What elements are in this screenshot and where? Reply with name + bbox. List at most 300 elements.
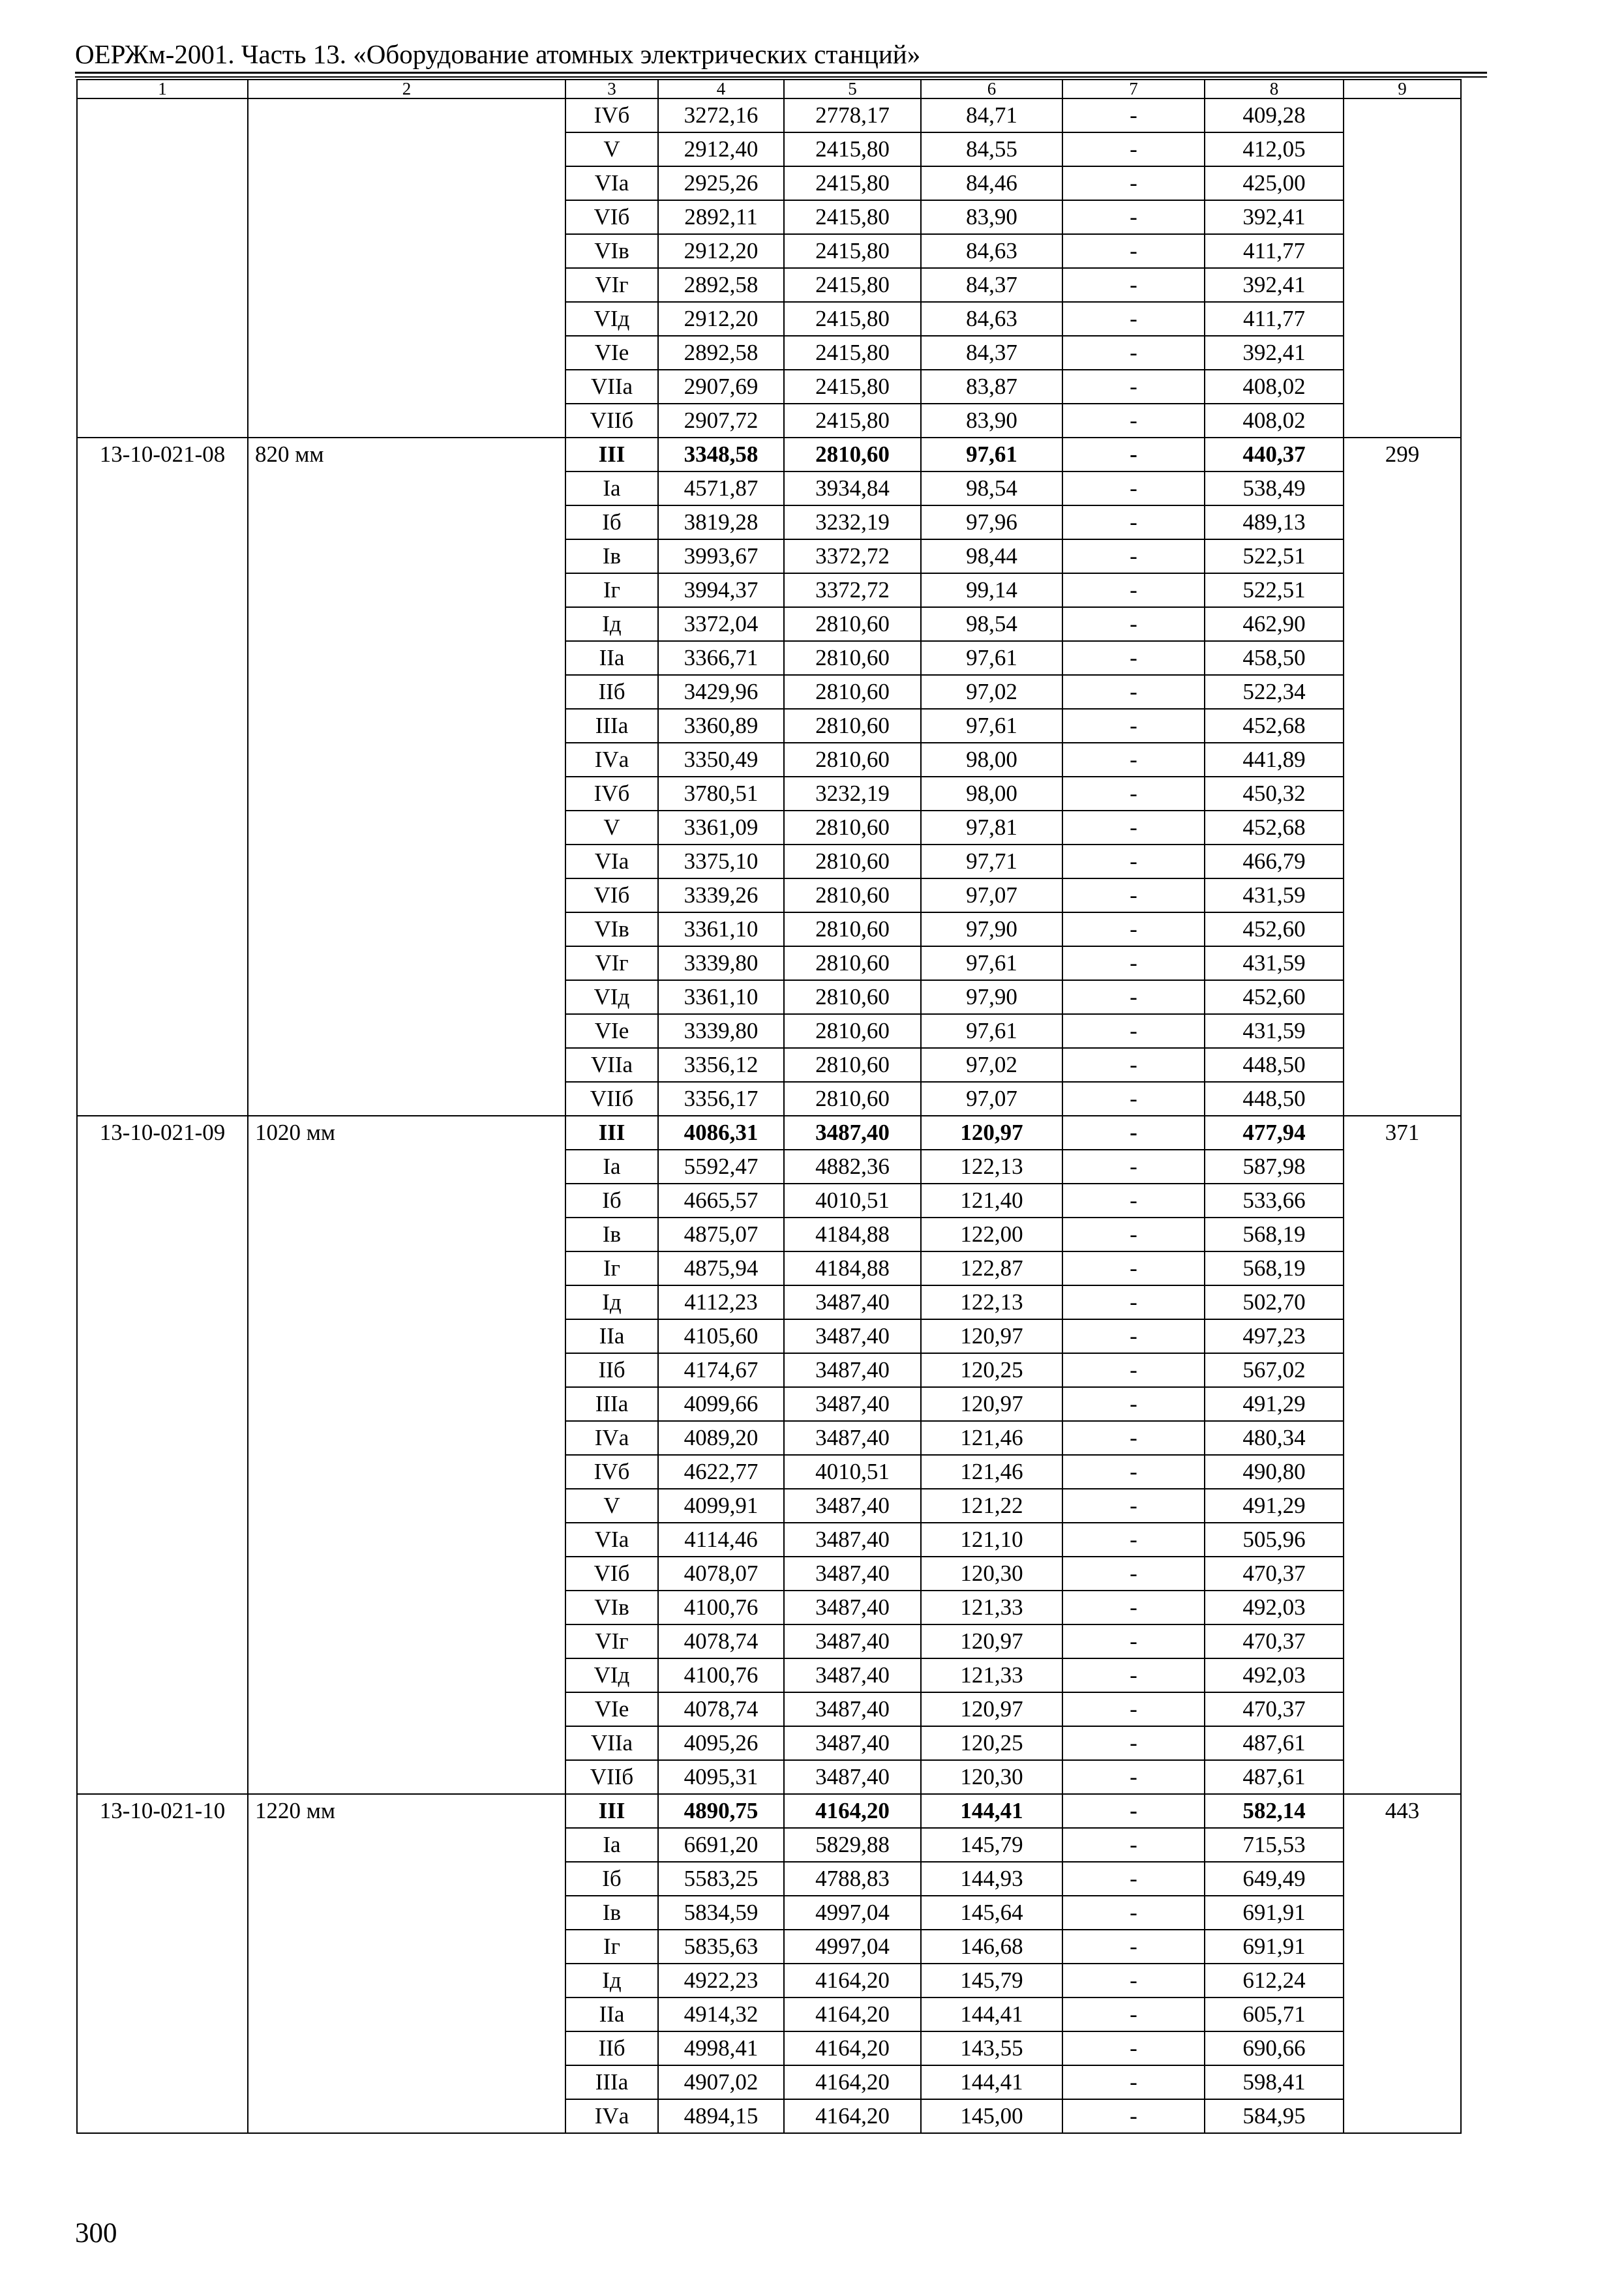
value-cell: -	[1062, 675, 1205, 709]
value-cell: 3375,10	[658, 845, 784, 878]
value-cell: 448,50	[1205, 1048, 1344, 1082]
rates-table	[76, 79, 1462, 2134]
value-cell: 5592,47	[658, 1150, 784, 1184]
value-cell: 582,14	[1205, 1794, 1344, 1828]
page-number: 300	[75, 2218, 117, 2249]
table-row	[77, 675, 1461, 709]
value-cell: 2912,20	[658, 302, 784, 336]
value-cell: 4164,20	[784, 2099, 921, 2133]
value-cell: 497,23	[1205, 1319, 1344, 1353]
rate-code-cell	[77, 132, 248, 166]
diameter-cell	[248, 980, 565, 1014]
value-cell: 4184,88	[784, 1218, 921, 1251]
category-cell: VIе	[565, 336, 658, 370]
value-cell: -	[1062, 1014, 1205, 1048]
rate-code-cell	[77, 811, 248, 845]
rate-code-cell: 13-10-021-08	[77, 438, 248, 471]
table-row	[77, 336, 1461, 370]
value-cell: 2810,60	[784, 743, 921, 777]
value-cell: 567,02	[1205, 1353, 1344, 1387]
category-cell: VIг	[565, 268, 658, 302]
value-cell: 121,46	[921, 1455, 1062, 1489]
value-cell: -	[1062, 1896, 1205, 1930]
category-cell: IVа	[565, 743, 658, 777]
value-cell: 690,66	[1205, 2031, 1344, 2065]
table-row	[77, 1930, 1461, 1964]
value-cell: 2810,60	[784, 607, 921, 641]
value-cell: 120,25	[921, 1353, 1062, 1387]
table-row	[77, 505, 1461, 539]
diameter-cell	[248, 234, 565, 268]
rate-code-cell	[77, 2065, 248, 2099]
value-cell: 4010,51	[784, 1184, 921, 1218]
value-cell: 145,00	[921, 2099, 1062, 2133]
value-cell: -	[1062, 268, 1205, 302]
rate-code-cell	[77, 1828, 248, 1862]
table-row	[77, 1896, 1461, 1930]
category-cell: IIб	[565, 2031, 658, 2065]
value-cell: 3356,12	[658, 1048, 784, 1082]
value-cell: 2907,72	[658, 404, 784, 438]
table-row	[77, 845, 1461, 878]
value-cell: 3372,72	[784, 539, 921, 573]
table-row	[77, 1218, 1461, 1251]
diameter-cell	[248, 404, 565, 438]
diameter-cell	[248, 1624, 565, 1658]
weight-cell	[1344, 811, 1461, 845]
weight-cell	[1344, 1896, 1461, 1930]
category-cell: IIа	[565, 1997, 658, 2031]
category-cell: IVб	[565, 1455, 658, 1489]
value-cell: -	[1062, 370, 1205, 404]
value-cell: 4997,04	[784, 1896, 921, 1930]
value-cell: -	[1062, 2099, 1205, 2133]
value-cell: 4086,31	[658, 1116, 784, 1150]
value-cell: -	[1062, 1930, 1205, 1964]
value-cell: 2810,60	[784, 641, 921, 675]
value-cell: -	[1062, 1794, 1205, 1828]
table-row	[77, 1387, 1461, 1421]
category-cell: Iв	[565, 1218, 658, 1251]
rate-code-cell	[77, 404, 248, 438]
category-cell: VIд	[565, 1658, 658, 1692]
table-row	[77, 2099, 1461, 2133]
value-cell: 5834,59	[658, 1896, 784, 1930]
weight-cell	[1344, 1150, 1461, 1184]
value-cell: 492,03	[1205, 1591, 1344, 1624]
value-cell: 4100,76	[658, 1591, 784, 1624]
diameter-cell	[248, 1692, 565, 1726]
value-cell: 3339,80	[658, 1014, 784, 1048]
category-cell: VIIа	[565, 1726, 658, 1760]
category-cell: IIа	[565, 641, 658, 675]
value-cell: 649,49	[1205, 1862, 1344, 1896]
value-cell: 3487,40	[784, 1387, 921, 1421]
weight-cell	[1344, 268, 1461, 302]
rate-code-cell	[77, 1658, 248, 1692]
category-cell: VIа	[565, 166, 658, 200]
value-cell: -	[1062, 1116, 1205, 1150]
value-cell: 143,55	[921, 2031, 1062, 2065]
value-cell: 3487,40	[784, 1692, 921, 1726]
value-cell: -	[1062, 607, 1205, 641]
category-cell: VIIб	[565, 404, 658, 438]
value-cell: -	[1062, 1658, 1205, 1692]
value-cell: 411,77	[1205, 234, 1344, 268]
category-cell: VIа	[565, 1523, 658, 1557]
rate-code-cell	[77, 1014, 248, 1048]
table-row	[77, 2065, 1461, 2099]
category-cell: VIг	[565, 946, 658, 980]
category-cell: IVб	[565, 777, 658, 811]
value-cell: 84,63	[921, 234, 1062, 268]
value-cell: 2810,60	[784, 1048, 921, 1082]
table-row	[77, 1353, 1461, 1387]
weight-cell	[1344, 1421, 1461, 1455]
value-cell: -	[1062, 2065, 1205, 2099]
rate-code-cell	[77, 607, 248, 641]
table-row-group-start	[77, 438, 1461, 471]
table-row	[77, 1285, 1461, 1319]
category-cell: VIIа	[565, 370, 658, 404]
weight-cell	[1344, 607, 1461, 641]
diameter-cell	[248, 1862, 565, 1896]
value-cell: 4078,07	[658, 1557, 784, 1591]
rate-code-cell	[77, 1387, 248, 1421]
weight-cell	[1344, 878, 1461, 912]
table-row	[77, 1319, 1461, 1353]
value-cell: 409,28	[1205, 98, 1344, 132]
table-row	[77, 370, 1461, 404]
weight-cell	[1344, 1862, 1461, 1896]
table-row	[77, 573, 1461, 607]
diameter-cell	[248, 1930, 565, 1964]
value-cell: 97,81	[921, 811, 1062, 845]
value-cell: 2810,60	[784, 912, 921, 946]
value-cell: -	[1062, 980, 1205, 1014]
weight-cell	[1344, 1726, 1461, 1760]
value-cell: -	[1062, 234, 1205, 268]
table-row	[77, 777, 1461, 811]
value-cell: 3232,19	[784, 505, 921, 539]
rate-code-cell	[77, 777, 248, 811]
value-cell: -	[1062, 505, 1205, 539]
diameter-cell	[248, 1421, 565, 1455]
value-cell: -	[1062, 1862, 1205, 1896]
table-row	[77, 98, 1461, 132]
value-cell: 568,19	[1205, 1218, 1344, 1251]
table-body	[77, 80, 1461, 2133]
value-cell: 3429,96	[658, 675, 784, 709]
value-cell: 120,97	[921, 1624, 1062, 1658]
weight-cell	[1344, 1557, 1461, 1591]
value-cell: 2892,11	[658, 200, 784, 234]
weight-cell	[1344, 132, 1461, 166]
table-row	[77, 268, 1461, 302]
column-number-header: 9	[1344, 80, 1461, 98]
value-cell: 84,46	[921, 166, 1062, 200]
category-cell: VIв	[565, 1591, 658, 1624]
weight-cell	[1344, 2065, 1461, 2099]
weight-cell	[1344, 1591, 1461, 1624]
category-cell: VIв	[565, 912, 658, 946]
value-cell: 98,00	[921, 743, 1062, 777]
value-cell: 84,63	[921, 302, 1062, 336]
value-cell: -	[1062, 1251, 1205, 1285]
rate-code-cell	[77, 573, 248, 607]
value-cell: 502,70	[1205, 1285, 1344, 1319]
category-cell: VIд	[565, 302, 658, 336]
value-cell: 2415,80	[784, 404, 921, 438]
value-cell: 122,00	[921, 1218, 1062, 1251]
value-cell: 144,93	[921, 1862, 1062, 1896]
diameter-cell	[248, 1591, 565, 1624]
rate-code-cell	[77, 946, 248, 980]
rate-code-cell	[77, 1489, 248, 1523]
value-cell: 120,25	[921, 1726, 1062, 1760]
value-cell: 146,68	[921, 1930, 1062, 1964]
rate-code-cell	[77, 471, 248, 505]
table-row	[77, 1523, 1461, 1557]
table-row	[77, 1251, 1461, 1285]
value-cell: 584,95	[1205, 2099, 1344, 2133]
value-cell: 492,03	[1205, 1658, 1344, 1692]
value-cell: 491,29	[1205, 1489, 1344, 1523]
value-cell: 470,37	[1205, 1692, 1344, 1726]
value-cell: 5835,63	[658, 1930, 784, 1964]
value-cell: 2810,60	[784, 709, 921, 743]
value-cell: 97,61	[921, 1014, 1062, 1048]
diameter-cell	[248, 539, 565, 573]
diameter-cell	[248, 912, 565, 946]
weight-cell	[1344, 1489, 1461, 1523]
value-cell: 4164,20	[784, 1964, 921, 1997]
value-cell: 2912,40	[658, 132, 784, 166]
table-row	[77, 1421, 1461, 1455]
diameter-cell	[248, 845, 565, 878]
diameter-cell	[248, 1285, 565, 1319]
weight-cell	[1344, 675, 1461, 709]
value-cell: 4164,20	[784, 1997, 921, 2031]
weight-cell	[1344, 1319, 1461, 1353]
value-cell: 4890,75	[658, 1794, 784, 1828]
value-cell: 98,54	[921, 607, 1062, 641]
value-cell: 2778,17	[784, 98, 921, 132]
category-cell: VIе	[565, 1014, 658, 1048]
weight-cell	[1344, 1285, 1461, 1319]
header-rule-thin	[75, 76, 1487, 78]
weight-cell	[1344, 539, 1461, 573]
value-cell: 605,71	[1205, 1997, 1344, 2031]
value-cell: 3487,40	[784, 1523, 921, 1557]
diameter-cell	[248, 1658, 565, 1692]
value-cell: -	[1062, 1387, 1205, 1421]
rate-code-cell	[77, 675, 248, 709]
value-cell: 2415,80	[784, 370, 921, 404]
value-cell: 2912,20	[658, 234, 784, 268]
value-cell: 2810,60	[784, 438, 921, 471]
table-row	[77, 166, 1461, 200]
value-cell: 450,32	[1205, 777, 1344, 811]
value-cell: -	[1062, 743, 1205, 777]
weight-cell	[1344, 709, 1461, 743]
value-cell: 505,96	[1205, 1523, 1344, 1557]
value-cell: 3487,40	[784, 1421, 921, 1455]
table-row	[77, 1964, 1461, 1997]
category-cell: Iа	[565, 1150, 658, 1184]
value-cell: 4078,74	[658, 1624, 784, 1658]
weight-cell: 443	[1344, 1794, 1461, 1828]
value-cell: 120,97	[921, 1116, 1062, 1150]
category-cell: IVа	[565, 2099, 658, 2133]
diameter-cell	[248, 1896, 565, 1930]
weight-cell	[1344, 980, 1461, 1014]
weight-cell	[1344, 743, 1461, 777]
value-cell: 4089,20	[658, 1421, 784, 1455]
rate-code-cell	[77, 1930, 248, 1964]
category-cell: III	[565, 1116, 658, 1150]
category-cell: Iа	[565, 1828, 658, 1862]
value-cell: -	[1062, 573, 1205, 607]
value-cell: 3993,67	[658, 539, 784, 573]
value-cell: 144,41	[921, 1997, 1062, 2031]
value-cell: 4105,60	[658, 1319, 784, 1353]
category-cell: Iд	[565, 1285, 658, 1319]
diameter-cell: 1220 мм	[248, 1794, 565, 1828]
value-cell: -	[1062, 811, 1205, 845]
value-cell: 4095,26	[658, 1726, 784, 1760]
table-row	[77, 607, 1461, 641]
value-cell: 97,07	[921, 1082, 1062, 1116]
value-cell: -	[1062, 1692, 1205, 1726]
value-cell: -	[1062, 132, 1205, 166]
diameter-cell	[248, 1557, 565, 1591]
table-row	[77, 743, 1461, 777]
table-row	[77, 1048, 1461, 1082]
value-cell: -	[1062, 1421, 1205, 1455]
value-cell: 3487,40	[784, 1760, 921, 1794]
table-row	[77, 1455, 1461, 1489]
diameter-cell	[248, 370, 565, 404]
diameter-cell	[248, 1218, 565, 1251]
value-cell: 83,87	[921, 370, 1062, 404]
weight-cell	[1344, 505, 1461, 539]
value-cell: 3934,84	[784, 471, 921, 505]
value-cell: 3487,40	[784, 1489, 921, 1523]
rate-code-cell	[77, 200, 248, 234]
table-row	[77, 1624, 1461, 1658]
value-cell: 470,37	[1205, 1557, 1344, 1591]
diameter-cell	[248, 1251, 565, 1285]
value-cell: 533,66	[1205, 1184, 1344, 1218]
weight-cell	[1344, 1184, 1461, 1218]
diameter-cell	[248, 743, 565, 777]
value-cell: -	[1062, 1489, 1205, 1523]
value-cell: 4099,66	[658, 1387, 784, 1421]
value-cell: 120,30	[921, 1557, 1062, 1591]
weight-cell	[1344, 1048, 1461, 1082]
weight-cell	[1344, 1251, 1461, 1285]
diameter-cell	[248, 98, 565, 132]
table-row	[77, 980, 1461, 1014]
category-cell: III	[565, 1794, 658, 1828]
value-cell: 522,51	[1205, 539, 1344, 573]
weight-cell	[1344, 1930, 1461, 1964]
value-cell: 121,40	[921, 1184, 1062, 1218]
value-cell: 4100,76	[658, 1658, 784, 1692]
value-cell: 452,68	[1205, 811, 1344, 845]
value-cell: -	[1062, 1082, 1205, 1116]
value-cell: 3360,89	[658, 709, 784, 743]
value-cell: 120,30	[921, 1760, 1062, 1794]
value-cell: 408,02	[1205, 404, 1344, 438]
diameter-cell	[248, 132, 565, 166]
column-number-header: 3	[565, 80, 658, 98]
column-number-header: 2	[248, 80, 565, 98]
table-row	[77, 539, 1461, 573]
weight-cell	[1344, 1455, 1461, 1489]
table-row	[77, 1489, 1461, 1523]
weight-cell	[1344, 1014, 1461, 1048]
value-cell: 83,90	[921, 404, 1062, 438]
value-cell: 97,02	[921, 675, 1062, 709]
weight-cell	[1344, 946, 1461, 980]
category-cell: VIг	[565, 1624, 658, 1658]
category-cell: VIIб	[565, 1082, 658, 1116]
rate-code-cell	[77, 1082, 248, 1116]
category-cell: Iв	[565, 539, 658, 573]
value-cell: 98,00	[921, 777, 1062, 811]
value-cell: 480,34	[1205, 1421, 1344, 1455]
value-cell: 568,19	[1205, 1251, 1344, 1285]
value-cell: 4164,20	[784, 2031, 921, 2065]
value-cell: 4571,87	[658, 471, 784, 505]
value-cell: -	[1062, 1997, 1205, 2031]
value-cell: 3232,19	[784, 777, 921, 811]
value-cell: 121,33	[921, 1591, 1062, 1624]
value-cell: 452,60	[1205, 980, 1344, 1014]
diameter-cell	[248, 200, 565, 234]
weight-cell: 299	[1344, 438, 1461, 471]
value-cell: 487,61	[1205, 1726, 1344, 1760]
weight-cell	[1344, 2099, 1461, 2133]
table-row	[77, 946, 1461, 980]
value-cell: 2925,26	[658, 166, 784, 200]
weight-cell	[1344, 1387, 1461, 1421]
value-cell: 3356,17	[658, 1082, 784, 1116]
value-cell: 120,97	[921, 1387, 1062, 1421]
weight-cell	[1344, 370, 1461, 404]
value-cell: 4164,20	[784, 2065, 921, 2099]
category-cell: VIд	[565, 980, 658, 1014]
rate-code-cell	[77, 1048, 248, 1082]
diameter-cell	[248, 1387, 565, 1421]
value-cell: -	[1062, 1624, 1205, 1658]
value-cell: 412,05	[1205, 132, 1344, 166]
value-cell: 4998,41	[658, 2031, 784, 2065]
rate-code-cell	[77, 505, 248, 539]
table-row	[77, 709, 1461, 743]
value-cell: -	[1062, 709, 1205, 743]
value-cell: 440,37	[1205, 438, 1344, 471]
diameter-cell	[248, 471, 565, 505]
table-row	[77, 878, 1461, 912]
value-cell: 145,79	[921, 1964, 1062, 1997]
value-cell: 408,02	[1205, 370, 1344, 404]
table-row	[77, 1184, 1461, 1218]
value-cell: -	[1062, 845, 1205, 878]
value-cell: -	[1062, 1048, 1205, 1082]
